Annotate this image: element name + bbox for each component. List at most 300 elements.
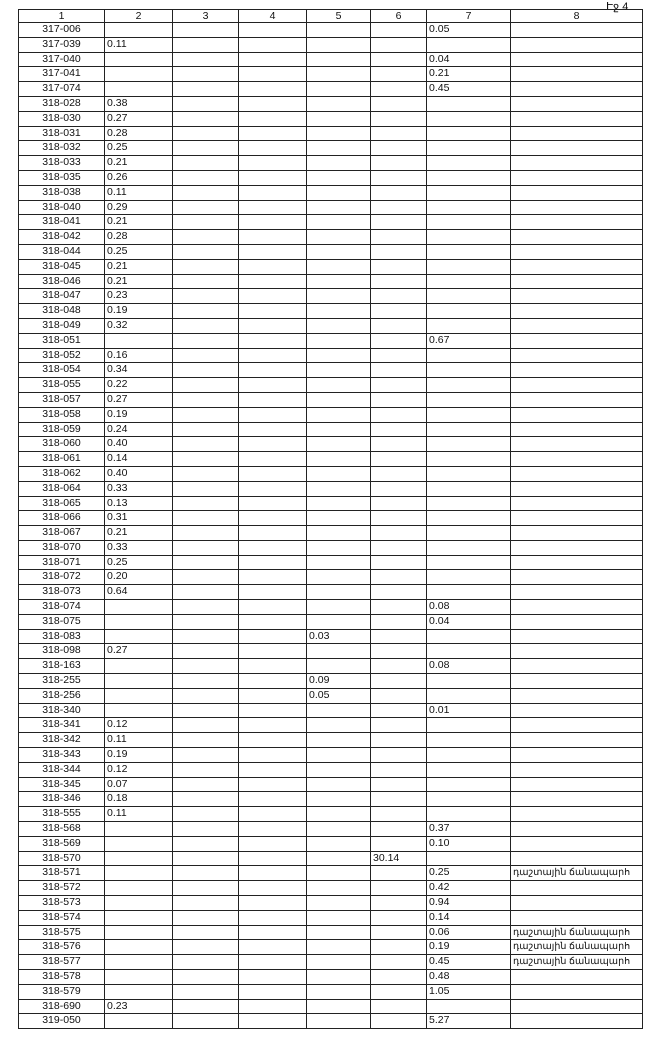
parcel-code-cell: 318-690 — [19, 999, 105, 1014]
parcel-code-cell: 318-574 — [19, 910, 105, 925]
value-cell — [371, 82, 427, 97]
value-cell — [371, 422, 427, 437]
value-cell — [307, 496, 371, 511]
value-cell — [239, 304, 307, 319]
value-cell — [307, 333, 371, 348]
value-cell — [173, 496, 239, 511]
value-cell — [173, 940, 239, 955]
value-cell — [427, 733, 511, 748]
table-row — [19, 614, 643, 629]
value-cell — [371, 881, 427, 896]
value-cell — [427, 289, 511, 304]
value-cell — [173, 52, 239, 67]
table-row — [19, 259, 643, 274]
value-cell — [239, 970, 307, 985]
value-cell — [371, 540, 427, 555]
value-cell — [427, 170, 511, 185]
table-row — [19, 452, 643, 467]
value-cell — [427, 999, 511, 1014]
value-cell: 0.01 — [427, 703, 511, 718]
value-cell — [307, 481, 371, 496]
value-cell — [239, 230, 307, 245]
value-cell — [371, 185, 427, 200]
value-cell — [371, 304, 427, 319]
value-cell — [371, 496, 427, 511]
parcel-code-cell: 318-083 — [19, 629, 105, 644]
value-cell — [307, 733, 371, 748]
value-cell — [427, 437, 511, 452]
value-cell: 0.11 — [105, 185, 173, 200]
value-cell — [173, 363, 239, 378]
note-cell — [511, 289, 643, 304]
table-row — [19, 822, 643, 837]
value-cell: 0.03 — [307, 629, 371, 644]
column-header: 1 — [19, 10, 105, 23]
value-cell — [371, 156, 427, 171]
table-row — [19, 910, 643, 925]
value-cell — [371, 614, 427, 629]
parcel-code-cell: 318-046 — [19, 274, 105, 289]
value-cell — [239, 659, 307, 674]
table-row — [19, 984, 643, 999]
value-cell — [173, 896, 239, 911]
value-cell — [173, 777, 239, 792]
value-cell: 0.19 — [105, 407, 173, 422]
value-cell — [371, 363, 427, 378]
value-cell — [173, 452, 239, 467]
value-cell — [371, 23, 427, 38]
parcel-code-cell: 318-057 — [19, 392, 105, 407]
table-row — [19, 896, 643, 911]
value-cell — [239, 466, 307, 481]
parcel-code-cell: 318-577 — [19, 955, 105, 970]
table-row — [19, 555, 643, 570]
note-cell — [511, 244, 643, 259]
value-cell — [239, 141, 307, 156]
value-cell — [239, 392, 307, 407]
value-cell — [371, 999, 427, 1014]
value-cell — [371, 289, 427, 304]
parcel-code-cell: 318-042 — [19, 230, 105, 245]
value-cell — [307, 925, 371, 940]
note-cell — [511, 230, 643, 245]
value-cell — [173, 970, 239, 985]
note-cell — [511, 481, 643, 496]
table-row — [19, 304, 643, 319]
value-cell — [105, 1014, 173, 1029]
value-cell — [371, 910, 427, 925]
value-cell — [307, 896, 371, 911]
value-cell — [427, 762, 511, 777]
table-row — [19, 718, 643, 733]
note-cell — [511, 1014, 643, 1029]
parcel-code-cell: 318-071 — [19, 555, 105, 570]
parcel-code-cell: 318-060 — [19, 437, 105, 452]
value-cell — [307, 378, 371, 393]
value-cell — [105, 910, 173, 925]
value-cell — [427, 392, 511, 407]
value-cell — [371, 866, 427, 881]
value-cell — [173, 244, 239, 259]
value-cell — [371, 555, 427, 570]
value-cell — [307, 126, 371, 141]
value-cell: 0.07 — [105, 777, 173, 792]
value-cell — [307, 910, 371, 925]
value-cell — [371, 733, 427, 748]
value-cell — [371, 777, 427, 792]
value-cell — [307, 777, 371, 792]
value-cell — [173, 881, 239, 896]
value-cell — [427, 363, 511, 378]
value-cell — [427, 96, 511, 111]
value-cell — [307, 52, 371, 67]
value-cell — [427, 851, 511, 866]
value-cell: 0.27 — [105, 111, 173, 126]
value-cell: 0.21 — [105, 274, 173, 289]
note-cell — [511, 23, 643, 38]
value-cell — [427, 185, 511, 200]
value-cell — [173, 762, 239, 777]
value-cell — [173, 792, 239, 807]
value-cell — [173, 67, 239, 82]
parcel-code-cell: 318-049 — [19, 318, 105, 333]
table-row — [19, 777, 643, 792]
table-row — [19, 674, 643, 689]
value-cell: 0.12 — [105, 718, 173, 733]
note-cell — [511, 274, 643, 289]
value-cell — [371, 748, 427, 763]
parcel-code-cell: 318-555 — [19, 807, 105, 822]
table-row — [19, 437, 643, 452]
parcel-code-cell: 318-573 — [19, 896, 105, 911]
value-cell — [105, 703, 173, 718]
value-cell — [427, 570, 511, 585]
value-cell — [173, 866, 239, 881]
value-cell: 0.10 — [427, 836, 511, 851]
value-cell — [105, 984, 173, 999]
value-cell — [239, 348, 307, 363]
note-cell — [511, 52, 643, 67]
value-cell: 0.14 — [105, 452, 173, 467]
value-cell — [173, 733, 239, 748]
value-cell — [427, 422, 511, 437]
value-cell — [307, 792, 371, 807]
value-cell — [173, 274, 239, 289]
value-cell — [105, 925, 173, 940]
value-cell — [307, 141, 371, 156]
note-cell — [511, 970, 643, 985]
parcel-code-cell: 318-575 — [19, 925, 105, 940]
value-cell — [239, 185, 307, 200]
value-cell — [239, 82, 307, 97]
value-cell — [307, 363, 371, 378]
note-cell — [511, 984, 643, 999]
value-cell — [239, 836, 307, 851]
value-cell — [173, 984, 239, 999]
parcel-code-cell: 318-344 — [19, 762, 105, 777]
value-cell — [371, 333, 427, 348]
value-cell — [105, 333, 173, 348]
table-row — [19, 37, 643, 52]
value-cell — [239, 718, 307, 733]
value-cell — [371, 170, 427, 185]
value-cell — [173, 378, 239, 393]
value-cell — [239, 37, 307, 52]
note-cell — [511, 496, 643, 511]
parcel-code-cell: 318-342 — [19, 733, 105, 748]
value-cell: 0.19 — [105, 304, 173, 319]
value-cell — [371, 674, 427, 689]
value-cell — [239, 422, 307, 437]
table-row — [19, 422, 643, 437]
table-row — [19, 200, 643, 215]
value-cell — [307, 511, 371, 526]
value-cell — [371, 644, 427, 659]
value-cell — [307, 407, 371, 422]
value-cell — [239, 67, 307, 82]
value-cell — [105, 674, 173, 689]
value-cell: 0.23 — [105, 289, 173, 304]
value-cell: 0.24 — [105, 422, 173, 437]
parcel-code-cell: 318-064 — [19, 481, 105, 496]
value-cell — [427, 215, 511, 230]
value-cell — [239, 984, 307, 999]
note-cell — [511, 896, 643, 911]
value-cell — [307, 644, 371, 659]
value-cell — [371, 984, 427, 999]
value-cell — [105, 23, 173, 38]
value-cell: 0.33 — [105, 540, 173, 555]
value-cell — [239, 851, 307, 866]
value-cell: 0.06 — [427, 925, 511, 940]
parcel-code-cell: 318-569 — [19, 836, 105, 851]
note-cell — [511, 170, 643, 185]
value-cell — [173, 437, 239, 452]
value-cell — [427, 496, 511, 511]
value-cell — [371, 629, 427, 644]
value-cell — [307, 940, 371, 955]
value-cell — [173, 82, 239, 97]
value-cell — [239, 244, 307, 259]
table-row — [19, 940, 643, 955]
parcel-code-cell: 318-256 — [19, 688, 105, 703]
value-cell — [173, 141, 239, 156]
note-cell: դաշտային ճանապարհ — [511, 955, 643, 970]
value-cell: 0.11 — [105, 37, 173, 52]
value-cell — [427, 111, 511, 126]
value-cell — [105, 881, 173, 896]
parcel-code-cell: 317-040 — [19, 52, 105, 67]
table-row — [19, 392, 643, 407]
note-cell — [511, 422, 643, 437]
value-cell — [173, 703, 239, 718]
value-cell: 0.25 — [105, 555, 173, 570]
note-cell — [511, 304, 643, 319]
table-row — [19, 526, 643, 541]
value-cell — [307, 215, 371, 230]
table-row — [19, 141, 643, 156]
value-cell — [427, 230, 511, 245]
parcel-code-cell: 318-058 — [19, 407, 105, 422]
value-cell — [173, 555, 239, 570]
parcel-code-cell: 318-041 — [19, 215, 105, 230]
value-cell — [239, 200, 307, 215]
value-cell — [371, 585, 427, 600]
value-cell — [307, 437, 371, 452]
parcel-code-cell: 318-030 — [19, 111, 105, 126]
value-cell — [173, 999, 239, 1014]
value-cell — [173, 955, 239, 970]
value-cell — [173, 156, 239, 171]
value-cell — [427, 37, 511, 52]
value-cell — [173, 718, 239, 733]
value-cell — [105, 52, 173, 67]
table-row — [19, 540, 643, 555]
value-cell: 0.12 — [105, 762, 173, 777]
value-cell — [239, 881, 307, 896]
parcel-code-cell: 318-340 — [19, 703, 105, 718]
value-cell — [173, 126, 239, 141]
parcel-code-cell: 318-055 — [19, 378, 105, 393]
value-cell — [105, 955, 173, 970]
table-row — [19, 96, 643, 111]
table-row — [19, 585, 643, 600]
value-cell — [173, 836, 239, 851]
table-row — [19, 407, 643, 422]
table-row — [19, 570, 643, 585]
parcel-code-cell: 319-050 — [19, 1014, 105, 1029]
value-cell — [105, 67, 173, 82]
note-cell — [511, 67, 643, 82]
note-cell — [511, 378, 643, 393]
table-row — [19, 333, 643, 348]
parcel-code-cell: 318-255 — [19, 674, 105, 689]
value-cell — [307, 807, 371, 822]
table-row — [19, 230, 643, 245]
value-cell — [371, 718, 427, 733]
note-cell — [511, 807, 643, 822]
value-cell: 0.11 — [105, 807, 173, 822]
table-row — [19, 244, 643, 259]
note-cell — [511, 333, 643, 348]
value-cell — [173, 851, 239, 866]
value-cell — [307, 614, 371, 629]
value-cell: 0.67 — [427, 333, 511, 348]
value-cell — [173, 304, 239, 319]
value-cell: 0.28 — [105, 126, 173, 141]
parcel-code-cell: 318-345 — [19, 777, 105, 792]
note-cell — [511, 644, 643, 659]
value-cell — [307, 866, 371, 881]
value-cell: 0.26 — [105, 170, 173, 185]
table-row — [19, 688, 643, 703]
value-cell: 0.19 — [427, 940, 511, 955]
parcel-code-cell: 318-052 — [19, 348, 105, 363]
note-cell: դաշտային ճանապարհ — [511, 866, 643, 881]
value-cell — [307, 422, 371, 437]
table-row — [19, 185, 643, 200]
table-row — [19, 170, 643, 185]
table-row — [19, 659, 643, 674]
value-cell — [427, 526, 511, 541]
value-cell — [427, 777, 511, 792]
value-cell — [307, 23, 371, 38]
note-cell — [511, 629, 643, 644]
parcel-code-cell: 318-346 — [19, 792, 105, 807]
page-number: Էջ 4 — [606, 1, 629, 13]
parcel-code-cell: 318-044 — [19, 244, 105, 259]
value-cell — [173, 511, 239, 526]
value-cell — [173, 540, 239, 555]
value-cell: 0.18 — [105, 792, 173, 807]
parcel-code-cell: 318-048 — [19, 304, 105, 319]
value-cell — [239, 629, 307, 644]
value-cell — [307, 37, 371, 52]
value-cell — [105, 629, 173, 644]
value-cell — [307, 1014, 371, 1029]
value-cell — [371, 318, 427, 333]
value-cell — [307, 259, 371, 274]
value-cell: 0.28 — [105, 230, 173, 245]
value-cell — [239, 777, 307, 792]
note-cell — [511, 318, 643, 333]
value-cell — [239, 259, 307, 274]
value-cell — [239, 496, 307, 511]
value-cell — [371, 659, 427, 674]
value-cell — [371, 600, 427, 615]
value-cell — [173, 230, 239, 245]
table-row — [19, 289, 643, 304]
value-cell — [371, 955, 427, 970]
note-cell — [511, 703, 643, 718]
column-header: 3 — [173, 10, 239, 23]
value-cell — [307, 82, 371, 97]
note-cell — [511, 792, 643, 807]
value-cell — [371, 215, 427, 230]
note-cell: դաշտային ճանապարհ — [511, 940, 643, 955]
value-cell — [427, 511, 511, 526]
table-row — [19, 792, 643, 807]
value-cell: 0.04 — [427, 52, 511, 67]
value-cell — [371, 348, 427, 363]
note-cell — [511, 82, 643, 97]
value-cell — [427, 126, 511, 141]
value-cell — [173, 629, 239, 644]
table-row — [19, 348, 643, 363]
value-cell — [307, 984, 371, 999]
parcel-code-cell: 318-045 — [19, 259, 105, 274]
note-cell — [511, 614, 643, 629]
value-cell — [239, 896, 307, 911]
value-cell: 0.34 — [105, 363, 173, 378]
table-row — [19, 970, 643, 985]
value-cell — [173, 614, 239, 629]
value-cell — [307, 570, 371, 585]
value-cell — [173, 392, 239, 407]
value-cell: 0.40 — [105, 437, 173, 452]
value-cell — [307, 851, 371, 866]
value-cell — [307, 452, 371, 467]
table-row — [19, 481, 643, 496]
value-cell — [173, 407, 239, 422]
value-cell — [427, 274, 511, 289]
value-cell — [307, 881, 371, 896]
value-cell — [173, 289, 239, 304]
value-cell — [371, 392, 427, 407]
value-cell — [307, 111, 371, 126]
note-cell — [511, 585, 643, 600]
parcel-code-cell: 318-054 — [19, 363, 105, 378]
